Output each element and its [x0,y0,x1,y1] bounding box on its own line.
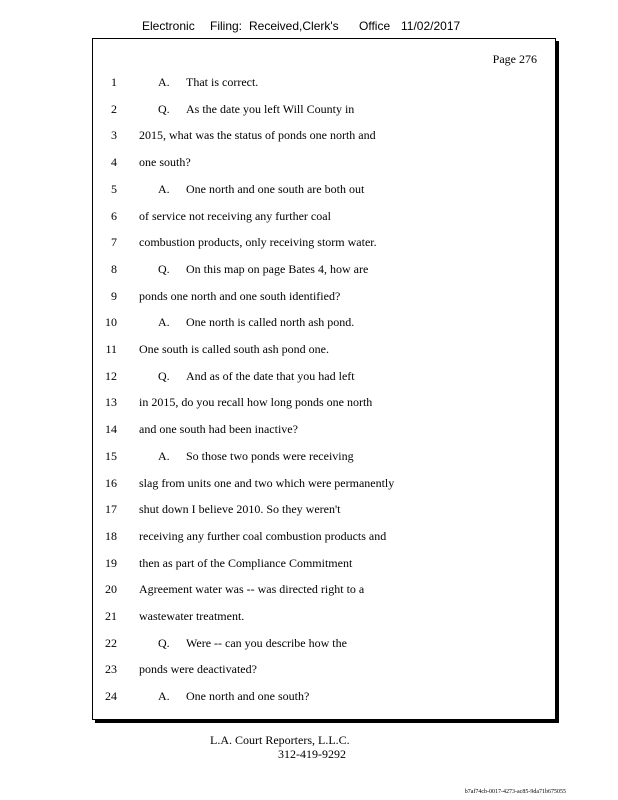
line-number: 18 [105,528,117,543]
line-text [139,607,244,625]
speaker-label: Q. [158,261,170,276]
line-body: One south is called south ash pond one. [139,342,329,356]
transcript-line [93,554,555,572]
line-body: slag from units one and two which were permanently [139,475,395,490]
line-number: 19 [105,555,117,570]
transcript-line [93,233,555,251]
line-body: Were -- can you describe how the [186,635,347,650]
line-number: 6 [111,208,117,223]
speaker-label: A. [158,75,170,89]
line-body: one south? [139,155,191,170]
line-body: and one south had been inactive? [139,422,298,437]
line-body: One north and one south? [186,689,310,704]
line-body: ponds one north and one south identified? [139,288,341,303]
line-body: receiving any further coal combustion products and [139,528,387,543]
line-number: 15 [105,448,117,463]
line-number: 12 [105,368,117,383]
transcript-line [93,367,555,385]
line-body: One north is called north ash pond. [186,315,355,330]
footer-company: L.A. Court Reporters, L.L.C. [210,733,350,747]
line-number: 22 [105,635,117,650]
transcript-line [93,207,555,225]
line-number: 10 [105,315,117,330]
filing-header-electronic: Electronic [142,19,195,33]
transcript-line [93,100,555,118]
line-body: ponds were deactivated? [139,662,257,677]
line-number: 8 [111,261,117,276]
transcript-line [93,260,555,278]
line-text [139,554,352,572]
line-body: 2015, what was the status of ponds one north and [139,128,376,143]
transcript-line [93,607,555,625]
line-number: 23 [105,662,117,677]
line-text [158,634,347,652]
line-body: On this map on page Bates 4, how are [186,261,369,276]
filing-header-filing: Filing: [210,19,243,33]
filing-header-received: Received,Clerk's [249,19,339,33]
line-text [139,233,377,251]
transcript-line [93,527,555,545]
line-text [139,660,257,678]
line-number: 11 [105,342,117,356]
transcript-line [93,580,555,598]
page-number: Page 276 [492,52,537,66]
line-text [158,180,364,198]
line-text [139,340,329,358]
line-text [139,527,386,545]
transcript-line [93,153,555,171]
line-text [158,687,309,705]
line-number: 13 [105,395,117,410]
line-body: of service not receiving any further coal [139,208,331,223]
speaker-label: A. [158,689,170,704]
filing-header [142,19,522,37]
transcript-line [93,180,555,198]
speaker-label: A. [158,315,170,330]
line-number: 16 [105,475,117,490]
line-body: Agreement water was -- was directed right to a [139,582,365,597]
line-number: 5 [111,181,117,196]
filing-header-date: 11/02/2017 [401,19,461,33]
speaker-label: A. [158,181,170,196]
speaker-label: Q. [158,368,170,383]
line-number: 7 [111,235,117,250]
line-text [158,100,354,118]
line-body: So those two ponds were receiving [186,448,354,463]
line-number: 17 [105,502,117,517]
transcript-line [93,73,555,91]
speaker-label: Q. [158,635,170,650]
line-text [158,367,355,385]
speaker-label: Q. [158,101,170,116]
speaker-label: A. [158,448,170,463]
line-text [139,393,372,411]
transcript-page [92,38,556,720]
line-text [158,73,258,91]
line-number: 14 [105,422,117,437]
transcript-line [93,393,555,411]
line-body: wastewater treatment. [139,609,245,623]
transcript-line [93,287,555,305]
line-text [158,260,368,278]
line-number: 2 [111,101,117,116]
line-body: That is correct. [186,75,259,89]
line-text [139,207,331,225]
line-number: 4 [111,155,117,170]
filing-header-office: Office [359,19,391,33]
line-text [139,126,376,144]
line-text [139,153,191,171]
transcript-line [93,126,555,144]
line-body: And as of the date that you had left [186,368,355,383]
line-text [139,500,340,518]
transcript-line [93,474,555,492]
line-number: 9 [111,288,117,303]
line-number: 24 [105,689,117,704]
line-text [139,474,394,492]
transcript-line [93,420,555,438]
transcript-line [93,500,555,518]
line-number: 21 [105,609,117,623]
footer-phone: 312-419-9292 [278,747,346,761]
line-body: shut down I believe 2010. So they weren't [139,502,341,517]
line-text [139,580,364,598]
transcript-line [93,313,555,331]
transcript-line [93,660,555,678]
line-number: 1 [111,75,117,89]
line-body: in 2015, do you recall how long ponds one north [139,395,373,410]
line-body: One north and one south are both out [186,181,365,196]
line-text [158,313,354,331]
line-text [139,420,298,438]
line-body: combustion products, only receiving storm water. [139,235,377,250]
line-number: 20 [105,582,117,597]
transcript-line [93,634,555,652]
line-text [158,447,354,465]
document-id: b7af74cb-0017-4273-ac85-9da71b675055 [464,789,566,795]
line-number: 3 [111,128,117,143]
transcript-line [93,340,555,358]
line-text [139,287,340,305]
transcript-line [93,687,555,705]
line-body: As the date you left Will County in [186,101,355,116]
transcript-line [93,447,555,465]
footer [210,733,350,761]
line-body: then as part of the Compliance Commitment [139,555,353,570]
